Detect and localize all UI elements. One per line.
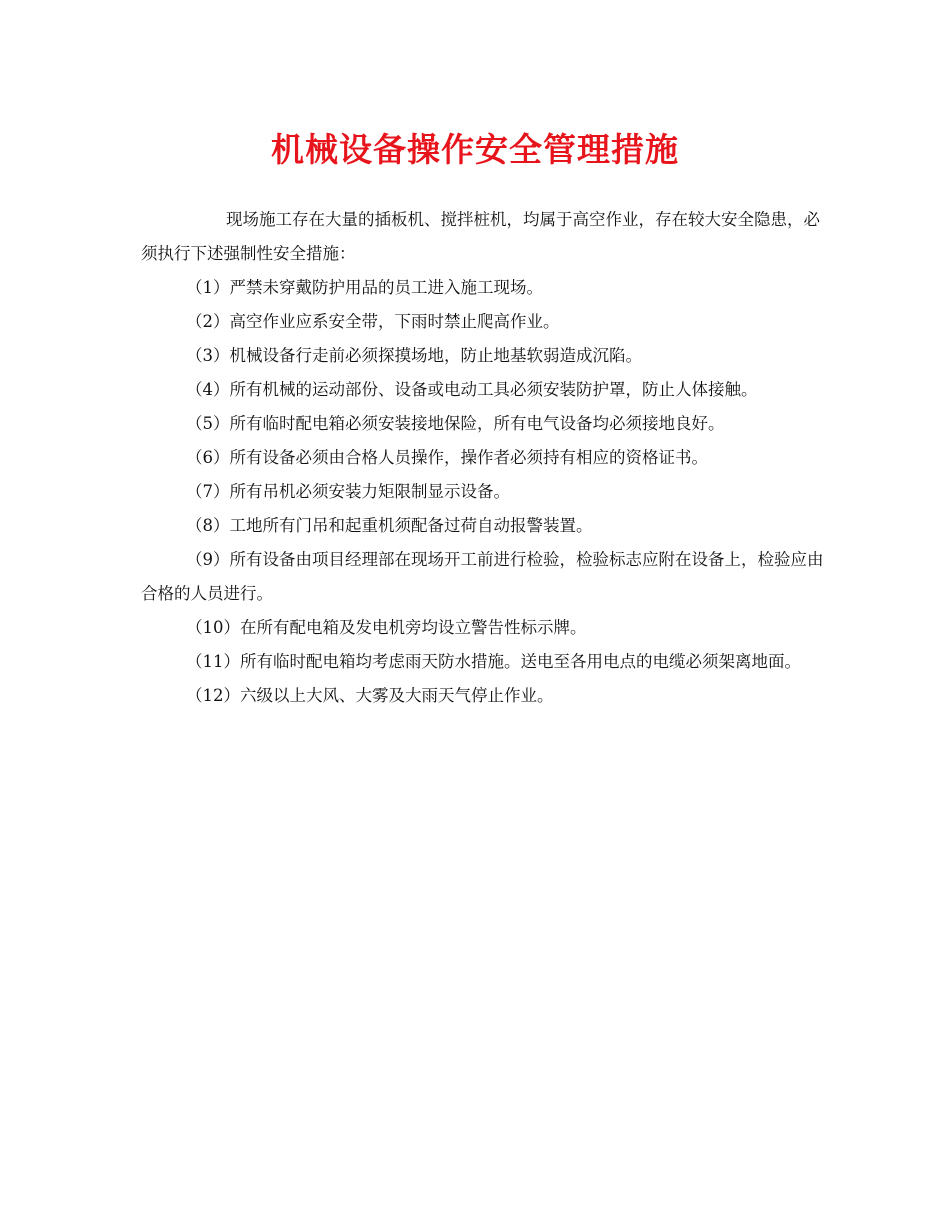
measure-item-8: （8）工地所有门吊和起重机须配备过荷自动报警装置。 xyxy=(186,516,593,535)
measure-item-4: （4）所有机械的运动部份、设备或电动工具必须安装防护罩，防止人体接触。 xyxy=(186,380,758,399)
intro-paragraph: 现场施工存在大量的插板机、搅拌桩机，均属于高空作业，存在较大安全隐患，必须执行下述强制性安全措施： xyxy=(141,210,820,263)
document-title: 机械设备操作安全管理措施 xyxy=(271,130,679,169)
measure-item-1: （1）严禁未穿戴防护用品的员工进入施工现场。 xyxy=(186,278,543,297)
measure-item-3: （3）机械设备行走前必须探摸场地，防止地基软弱造成沉陷。 xyxy=(186,346,642,365)
measure-item-11: （11）所有临时配电箱均考虑雨天防水措施。送电至各用电点的电缆必须架离地面。 xyxy=(186,652,801,671)
measure-item-6: （6）所有设备必须由合格人员操作，操作者必须持有相应的资格证书。 xyxy=(186,448,708,467)
measure-item-5: （5）所有临时配电箱必须安装接地保险，所有电气设备均必须接地良好。 xyxy=(186,414,725,433)
document-body xyxy=(141,203,825,713)
measure-item-12: （12）六级以上大风、大雾及大雨天气停止作业。 xyxy=(186,686,554,705)
measure-item-7: （7）所有吊机必须安装力矩限制显示设备。 xyxy=(186,482,510,501)
measure-item-9: （9）所有设备由项目经理部在现场开工前进行检验，检验标志应附在设备上，检验应由合格的人员进行。 xyxy=(141,550,824,603)
measure-item-2: （2）高空作业应系安全带，下雨时禁止爬高作业。 xyxy=(186,312,560,331)
measure-item-10: （10）在所有配电箱及发电机旁均设立警告性标示牌。 xyxy=(186,618,587,637)
